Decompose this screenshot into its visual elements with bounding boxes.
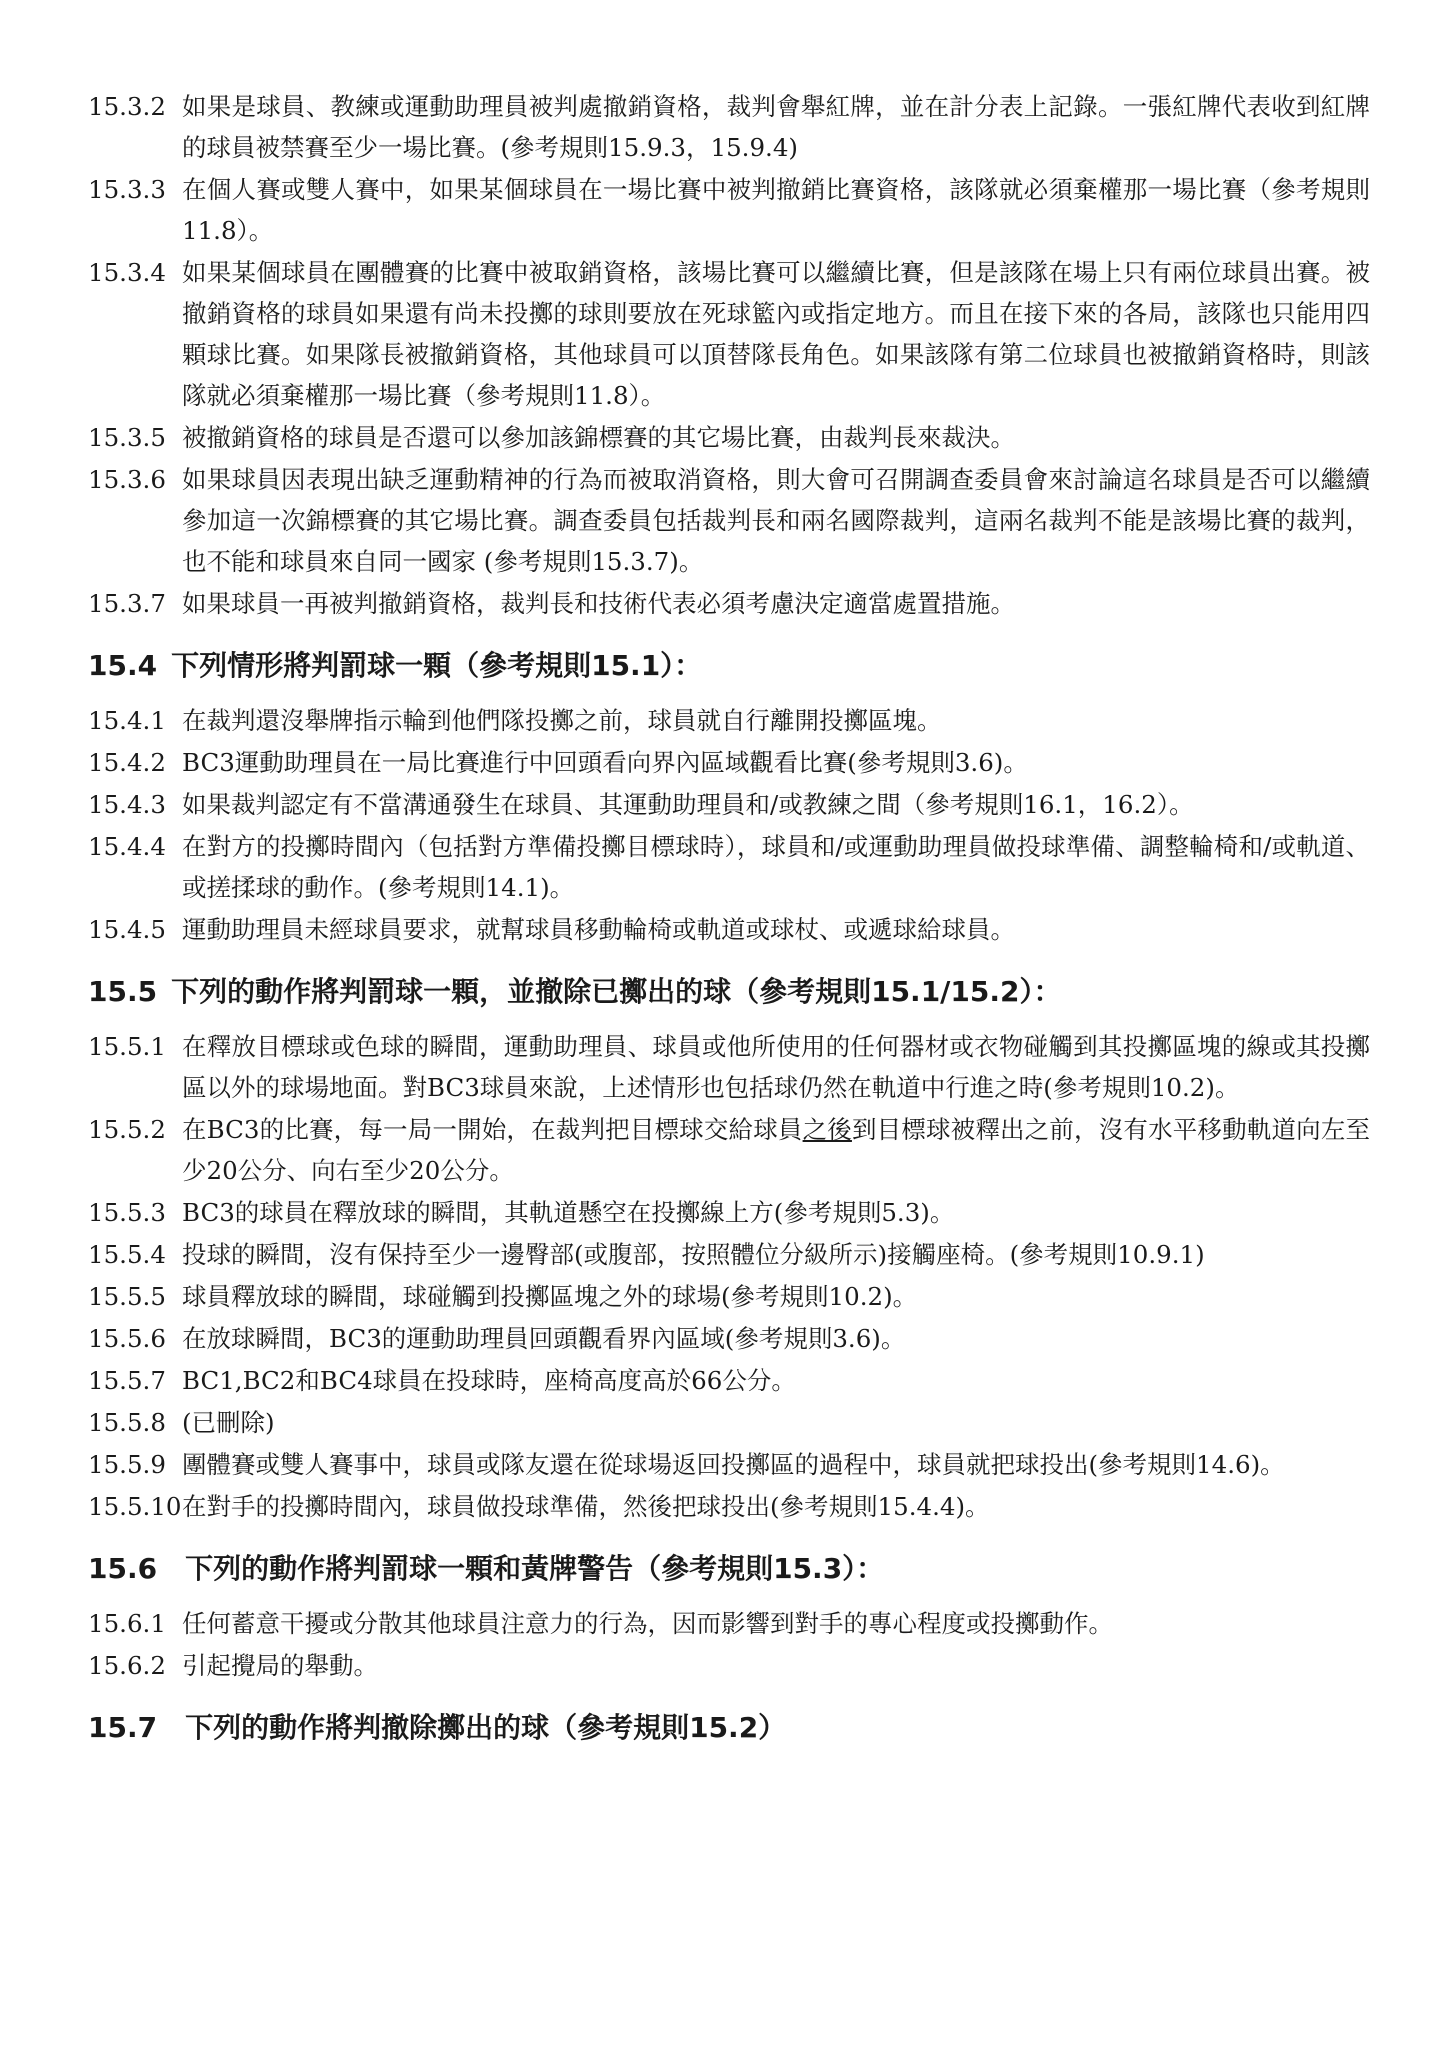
underlined-text: 之後 [802,1115,852,1144]
rule-number: 15.5.1 [88,1032,166,1061]
rule-15-4-5 [88,909,1370,950]
rule-number: 15.5.5 [88,1282,166,1311]
rule-text: 如果裁判認定有不當溝通發生在球員、其運動助理員和/或教練之間（參考規則16.1，16.2）。 [182,790,1194,819]
rule-number: 15.5.6 [88,1324,166,1353]
rule-text: 如果球員因表現出缺乏運動精神的行為而被取消資格，則大會可召開調查委員會來討論這名球員是否可以繼續參加這一次錦標賽的其它場比賽。調查委員包括裁判長和兩名國際裁判，這兩名裁判不能是該場比賽的裁判，也不能和球員來自同一國家 (參考規則15.3.7)。 [182,465,1370,576]
rule-15-3-5 [88,417,1370,458]
rule-15-5-5 [88,1276,1370,1317]
section-title: 下列的動作將判罰球一顆，並撤除已擲出的球（參考規則15.1/15.2）： [171,975,1062,1008]
rule-text: 引起攪局的舉動。 [182,1651,378,1680]
rule-15-5-4 [88,1234,1370,1275]
rule-number: 15.4.5 [88,915,166,944]
rule-text: 在對手的投擲時間內，球員做投球準備，然後把球投出(參考規則15.4.4)。 [182,1492,990,1521]
rule-number: 15.3.7 [88,589,166,618]
rule-number: 15.6.1 [88,1609,166,1638]
section-heading-15-6 [88,1549,1370,1589]
rule-number: 15.4.3 [88,790,166,819]
rule-text: 球員釋放球的瞬間，球碰觸到投擲區塊之外的球場(參考規則10.2)。 [182,1282,918,1311]
rule-text: 如果某個球員在團體賽的比賽中被取銷資格，該場比賽可以繼續比賽，但是該隊在場上只有兩位球員出賽。被撤銷資格的球員如果還有尚未投擲的球則要放在死球籃內或指定地方。而且在接下來的各局，該隊也只能用四顆球比賽。如果隊長被撤銷資格，其他球員可以頂替隊長角色。如果該隊有第二位球員也被撤銷資格時，則該隊就必須棄權那一場比賽（參考規則11.8）。 [182,258,1370,410]
rule-15-3-6 [88,459,1370,582]
rule-number: 15.4.1 [88,706,166,735]
section-number: 15.7 [88,1711,158,1744]
rule-text [182,1109,1370,1191]
rule-15-5-10 [88,1486,1370,1527]
section-number: 15.5 [88,975,158,1008]
rule-15-5-1 [88,1026,1370,1108]
rule-text-part: 在BC3的比賽，每一局一開始，在裁判把目標球交給球員 [182,1115,803,1144]
rule-number: 15.3.3 [88,175,166,204]
rule-number: 15.3.6 [88,465,166,494]
section-heading-15-4 [88,646,1370,686]
rule-text: 被撤銷資格的球員是否還可以參加該錦標賽的其它場比賽，由裁判長來裁決。 [182,423,1015,452]
document-page [88,86,1370,1762]
section-number: 15.4 [88,649,158,682]
rule-15-6-1 [88,1603,1370,1644]
rule-text: 任何蓄意干擾或分散其他球員注意力的行為，因而影響到對手的專心程度或投擲動作。 [182,1609,1113,1638]
rule-15-5-2 [88,1109,1370,1191]
rule-text: BC3運動助理員在一局比賽進行中回頭看向界內區域觀看比賽(參考規則3.6)。 [182,748,1028,777]
rule-number: 15.5.9 [88,1450,166,1479]
rule-number: 15.5.2 [88,1115,166,1144]
rule-15-5-9 [88,1444,1370,1485]
rule-number: 15.5.8 [88,1408,166,1437]
rule-text: 在裁判還沒舉牌指示輪到他們隊投擲之前，球員就自行離開投擲區塊。 [182,706,942,735]
rule-15-5-7 [88,1360,1370,1401]
rule-text: 在放球瞬間，BC3的運動助理員回頭觀看界內區域(參考規則3.6)。 [182,1324,906,1353]
rule-text: 如果球員一再被判撤銷資格，裁判長和技術代表必須考慮決定適當處置措施。 [182,589,1015,618]
rule-text: 在釋放目標球或色球的瞬間，運動助理員、球員或他所使用的任何器材或衣物碰觸到其投擲區塊的線或其投擲區以外的球場地面。對BC3球員來說，上述情形也包括球仍然在軌道中行進之時(參考規則10.2)。 [182,1032,1370,1102]
rule-text-part: 到目標球被釋出之前，沒有水平移動軌道向左至少20公分、向右至少20公分。 [182,1115,1371,1185]
rule-number: 15.5.10 [88,1492,182,1521]
rule-15-5-6 [88,1318,1370,1359]
rule-15-5-3 [88,1192,1370,1233]
section-heading-15-5 [88,972,1370,1012]
rule-15-6-2 [88,1645,1370,1686]
rule-text: 在對方的投擲時間內（包括對方準備投擲目標球時），球員和/或運動助理員做投球準備、調整輪椅和/或軌道、或搓揉球的動作。(參考規則14.1)。 [182,832,1370,902]
rule-15-4-4 [88,826,1370,908]
rule-text: 在個人賽或雙人賽中，如果某個球員在一場比賽中被判撤銷比賽資格，該隊就必須棄權那一場比賽（參考規則11.8）。 [182,175,1370,245]
rule-number: 15.5.7 [88,1366,166,1395]
rule-15-3-4 [88,252,1370,416]
rule-15-3-2 [88,86,1370,168]
rule-15-3-3 [88,169,1370,251]
rule-text: 如果是球員、教練或運動助理員被判處撤銷資格，裁判會舉紅牌，並在計分表上記錄。一張紅牌代表收到紅牌的球員被禁賽至少一場比賽。(參考規則15.9.3，15.9.4) [182,92,1370,162]
section-title: 下列情形將判罰球一顆（參考規則15.1）： [171,649,703,682]
rule-number: 15.6.2 [88,1651,166,1680]
rule-text: BC1,BC2和BC4球員在投球時，座椅高度高於66公分。 [182,1366,796,1395]
rule-number: 15.3.4 [88,258,166,287]
rule-text: (已刪除) [182,1408,275,1437]
rule-number: 15.4.4 [88,832,166,861]
rule-15-4-3 [88,784,1370,825]
rule-15-4-2 [88,742,1370,783]
section-number: 15.6 [88,1552,158,1585]
rule-15-4-1 [88,700,1370,741]
rule-number: 15.5.3 [88,1198,166,1227]
rule-15-5-8 [88,1402,1370,1443]
rule-text: 團體賽或雙人賽事中，球員或隊友還在從球場返回投擲區的過程中，球員就把球投出(參考規則14.6)。 [182,1450,1285,1479]
rule-number: 15.3.5 [88,423,166,452]
section-title: 下列的動作將判撤除擲出的球（參考規則15.2） [185,1711,787,1744]
rule-text: 投球的瞬間，沒有保持至少一邊臀部(或腹部，按照體位分級所示)接觸座椅。(參考規則10.9.1) [182,1240,1205,1269]
section-heading-15-7 [88,1708,1370,1748]
rule-text: 運動助理員未經球員要求，就幫球員移動輪椅或軌道或球杖、或遞球給球員。 [182,915,1015,944]
rule-text: BC3的球員在釋放球的瞬間，其軌道懸空在投擲線上方(參考規則5.3)。 [182,1198,955,1227]
rule-number: 15.5.4 [88,1240,166,1269]
section-title: 下列的動作將判罰球一顆和黃牌警告（參考規則15.3）： [185,1552,885,1585]
rule-15-3-7 [88,583,1370,624]
rule-number: 15.3.2 [88,92,166,121]
rule-number: 15.4.2 [88,748,166,777]
